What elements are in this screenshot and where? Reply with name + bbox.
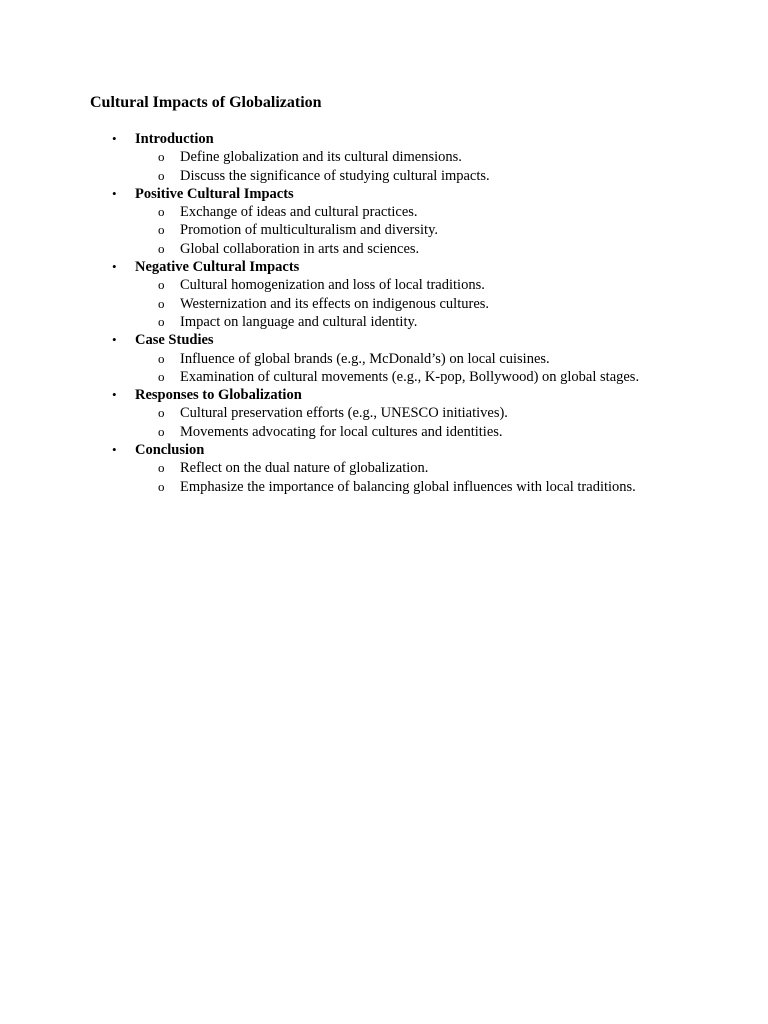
bullet-icon: • [112,185,117,201]
bullet-icon: • [112,131,117,146]
list-item-text: Discuss the significance of studying cultural impacts. [180,167,490,184]
list-item [0,404,768,422]
list-item-text: Promotion of multiculturalism and diversity. [180,222,439,239]
section-heading-row [0,441,768,459]
sub-item-list [0,459,768,496]
list-item [0,478,768,496]
list-item [0,148,768,166]
sub-bullet-icon: o [158,277,165,293]
list-item [0,221,768,239]
section-heading: Responses to Globalization [135,387,302,404]
bullet-icon: • [112,442,117,458]
list-item [0,350,768,368]
section-heading: Introduction [135,131,214,147]
outline-list [0,130,768,496]
list-item-text: Influence of global brands (e.g., McDonald’s) on local cuisines. [180,350,550,367]
sub-item-list [0,404,768,441]
outline-section [0,331,768,386]
outline-section [0,386,768,441]
section-heading-row [0,130,768,148]
sub-item-list [0,148,768,185]
outline-section [0,185,768,258]
list-item [0,423,768,441]
sub-bullet-icon: o [158,240,165,256]
list-item-text: Exchange of ideas and cultural practices. [180,204,418,221]
list-item-text: Cultural homogenization and loss of local traditions. [180,277,485,294]
section-heading: Case Studies [135,332,214,349]
sub-bullet-icon: o [158,368,165,384]
sub-item-list [0,350,768,387]
list-item [0,276,768,294]
section-heading: Conclusion [135,442,205,459]
sub-bullet-icon: o [158,167,165,183]
sub-bullet-icon: o [158,405,165,421]
sub-bullet-icon: o [158,222,165,238]
sub-bullet-icon: o [158,350,165,366]
sub-bullet-icon: o [158,313,165,329]
list-item-text: Westernization and its effects on indigenous cultures. [180,295,490,312]
outline-section [0,258,768,331]
bullet-icon: • [112,259,117,275]
section-heading: Positive Cultural Impacts [135,185,294,202]
sub-item-list [0,276,768,331]
outline-section [0,130,768,185]
list-item-text: Impact on language and cultural identity. [180,313,418,330]
list-item [0,203,768,221]
section-heading-row [0,258,768,276]
sub-item-list [0,203,768,258]
list-item-text: Movements advocating for local cultures and identities. [180,423,503,440]
list-item-text: Define globalization and its cultural dimensions. [180,149,462,166]
list-item [0,167,768,185]
bullet-icon: • [112,387,117,403]
list-item-text: Reflect on the dual nature of globalization. [180,460,429,477]
list-item-text: Cultural preservation efforts (e.g., UNESCO initiatives). [180,405,508,422]
sub-bullet-icon: o [158,204,165,220]
list-item-text: Global collaboration in arts and sciences. [180,240,420,257]
list-item [0,368,768,386]
sub-bullet-icon: o [158,295,165,311]
section-heading-row [0,185,768,203]
sub-bullet-icon: o [158,149,165,165]
bullet-icon: • [112,332,117,348]
list-item-text: Emphasize the importance of balancing global influences with local traditions. [180,478,636,495]
section-heading: Negative Cultural Impacts [135,259,300,276]
list-item [0,313,768,331]
document-title: Cultural Impacts of Globalization [90,94,322,111]
sub-bullet-icon: o [158,478,165,494]
outline-section [0,441,768,496]
list-item [0,295,768,313]
sub-bullet-icon: o [158,460,165,476]
section-heading-row [0,386,768,404]
list-item [0,459,768,477]
section-heading-row [0,331,768,349]
list-item-text: Examination of cultural movements (e.g., K-pop, Bollywood) on global stages. [180,368,640,385]
sub-bullet-icon: o [158,423,165,439]
list-item [0,240,768,258]
